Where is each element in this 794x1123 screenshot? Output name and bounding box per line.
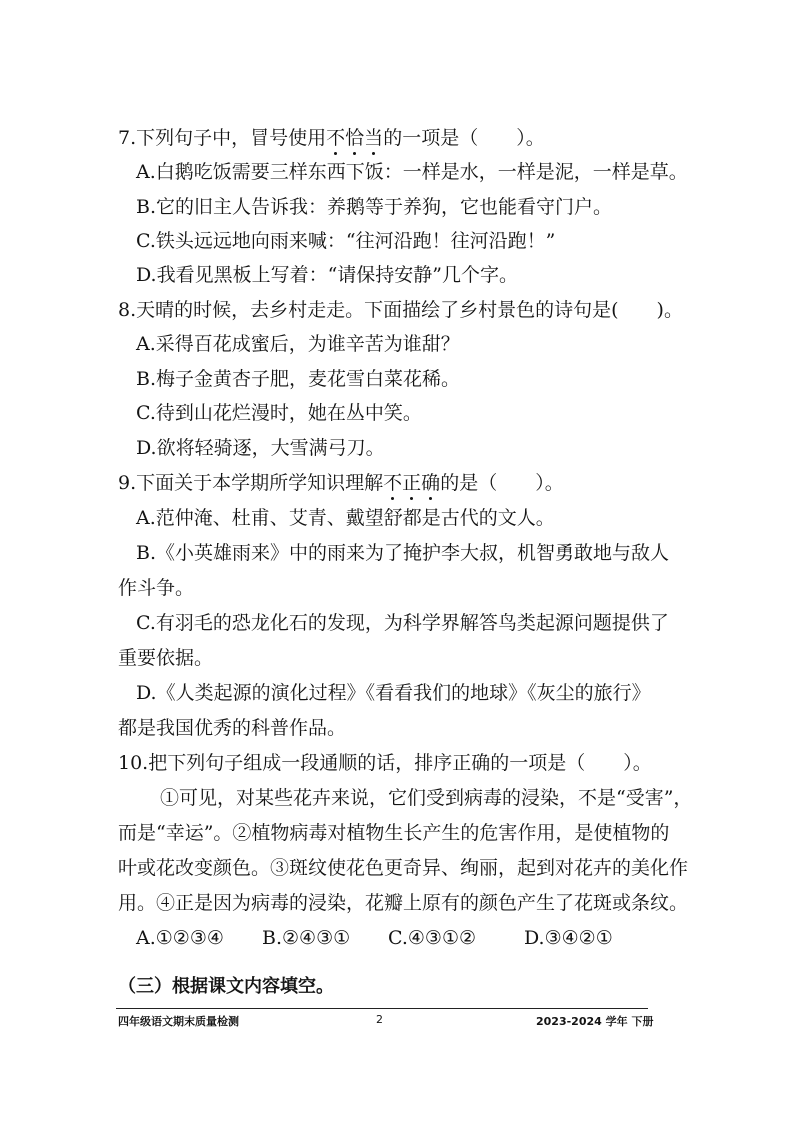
- footer-divider: [116, 1008, 648, 1009]
- footer-page-number: 2: [376, 1013, 383, 1026]
- q9-option-d: D.《人类起源的演化过程》《看看我们的地球》《灰尘的旅行》: [136, 682, 651, 704]
- q10-option-d: D.③④②①: [524, 927, 613, 949]
- q9-stem-text: 9.下面关于本学期所学知识理解: [118, 472, 384, 494]
- q7-emphasis-char: 当: [364, 127, 384, 149]
- q10-option-c: C.④③①②: [388, 927, 477, 949]
- q7-option-b: B.它的旧主人告诉我：养鹅等于养狗，它也能看守门户。: [136, 196, 613, 218]
- q7-option-a: A.白鹅吃饭需要三样东西下饭：一样是水，一样是泥，一样是草。: [136, 161, 688, 183]
- q7-emphasis-char: 恰: [345, 127, 365, 149]
- q7-option-d: D.我看见黑板上写着：“请保持安静”几个字。: [136, 264, 519, 286]
- q10-stem: 10.把下列句子组成一段通顺的话，排序正确的一项是（ ）。: [118, 752, 652, 774]
- q8-option-d: D.欲将轻骑逐，大雪满弓刀。: [136, 437, 385, 459]
- q10-passage-line: 而是“幸运”。②植物病毒对植物生长产生的危害作用，是使植物的: [118, 822, 670, 844]
- q8-option-c: C.待到山花烂漫时，她在丛中笑。: [136, 402, 422, 424]
- q9-option-b-cont: 作斗争。: [118, 577, 195, 599]
- q9-option-a: A.范仲淹、杜甫、艾青、戴望舒都是古代的文人。: [136, 507, 555, 529]
- q7-option-c: C.铁头远远地向雨来喊：“往河沿跑！往河沿跑！”: [136, 230, 556, 252]
- section-heading: （三）根据课文内容填空。: [118, 976, 334, 997]
- q10-option-a: A.①②③④: [136, 927, 224, 949]
- q8-stem: 8.天晴的时候，去乡村走走。下面描绘了乡村景色的诗句是( )。: [118, 299, 683, 321]
- q7-stem-text: 的一项是（ ）。: [383, 127, 545, 149]
- q9-emphasis-char: 确: [421, 472, 441, 494]
- q10-option-b: B.②④③①: [262, 927, 351, 949]
- q7-stem: [118, 126, 545, 150]
- footer-term: 2023-2024 学年 下册: [536, 1015, 654, 1028]
- q9-stem-text: 的是（ ）。: [440, 472, 564, 494]
- q9-option-c: C.有羽毛的恐龙化石的发现，为科学界解答鸟类起源问题提供了: [136, 612, 669, 634]
- q7-stem-text: 7.下列句子中，冒号使用: [118, 127, 327, 149]
- footer-exam-name: 四年级语文期末质量检测: [118, 1015, 239, 1028]
- q9-option-c-cont: 重要依据。: [118, 647, 214, 669]
- q8-option-b: B.梅子金黄杏子肥，麦花雪白菜花稀。: [136, 368, 461, 390]
- q10-passage-line: 用。④正是因为病毒的浸染，花瓣上原有的颜色产生了花斑或条纹。: [118, 892, 689, 914]
- q10-passage-line: 叶或花改变颜色。③斑纹使花色更奇异、绚丽，起到对花卉的美化作: [118, 857, 689, 879]
- q9-stem: [118, 471, 564, 495]
- q9-emphasis-char: 不: [383, 472, 403, 494]
- q8-option-a: A.采得百花成蜜后，为谁辛苦为谁甜？: [136, 333, 460, 355]
- q9-option-d-cont: 都是我国优秀的科普作品。: [118, 717, 347, 739]
- q9-option-b: B.《小英雄雨来》中的雨来为了掩护李大叔，机智勇敢地与敌人: [136, 542, 670, 564]
- q7-emphasis-char: 不: [326, 127, 346, 149]
- q9-emphasis-char: 正: [402, 472, 422, 494]
- q10-passage-line: ①可见，对某些花卉来说，它们受到病毒的浸染，不是“受害”，: [160, 787, 693, 809]
